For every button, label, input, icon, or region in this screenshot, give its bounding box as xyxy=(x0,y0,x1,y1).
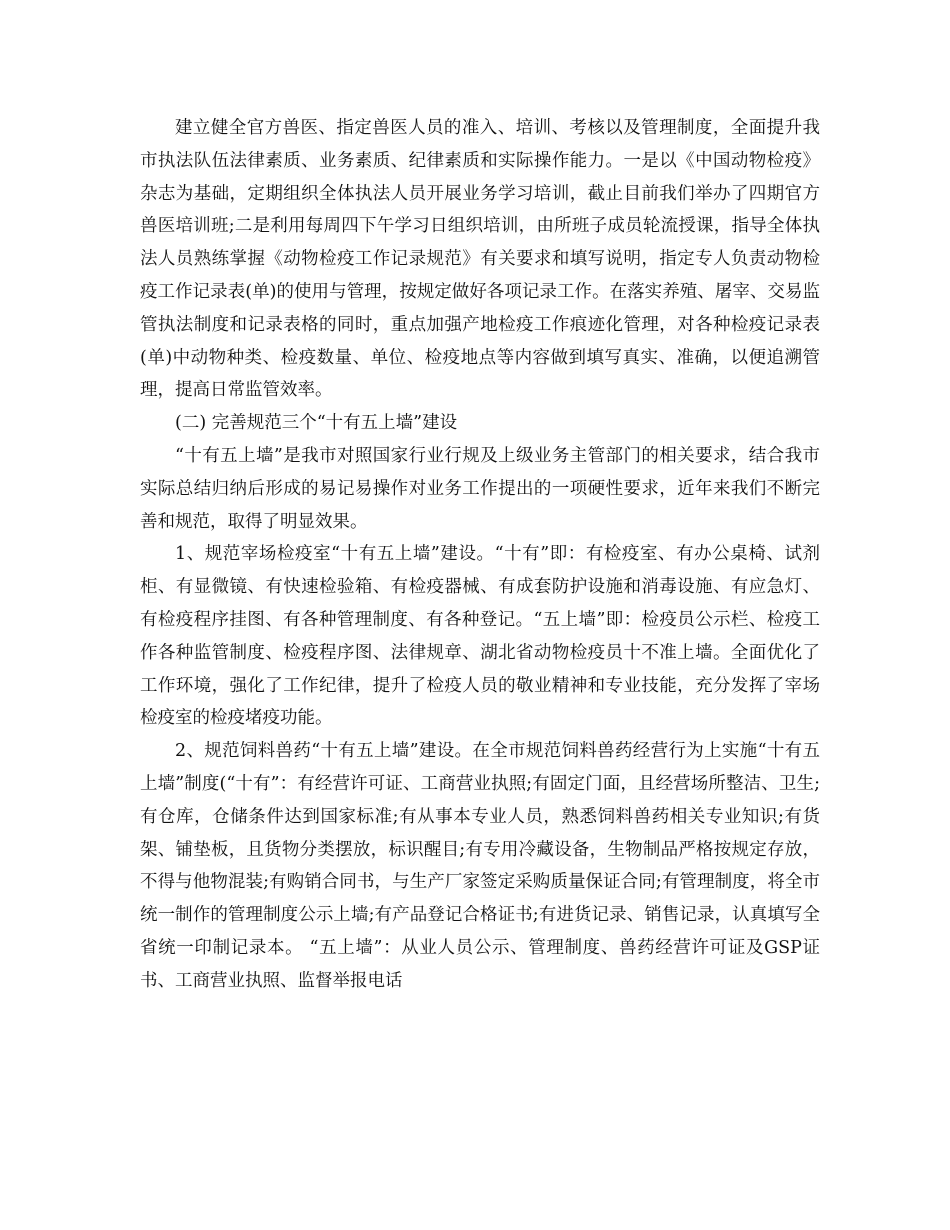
paragraph-training: 建立健全官方兽医、指定兽医人员的准入、培训、考核以及管理制度，全面提升我市执法队伍法律素质、业务素质、纪律素质和实际操作能力。一是以《中国动物检疫》杂志为基础，定期组织全体执法人员开展业务学习培训，截止目前我们举办了四期官方兽医培训班;二是利用每周四下午学习日组织培训，由所班子成员轮流授课，指导全体执法人员熟练掌握《动物检疫工作记录规范》有关要求和填写说明，指定专人负责动物检疫工作记录表(单)的使用与管理，按规定做好各项记录工作。在落实养殖、屠宰、交易监管执法制度和记录表格的同时，重点加强产地检疫工作痕迹化管理，对各种检疫记录表(单)中动物种类、检疫数量、单位、检疫地点等内容做到填写真实、准确，以便追溯管理，提高日常监管效率。 xyxy=(140,118,820,401)
paragraph-feed-veterinary: 2、规范饲料兽药“十有五上墙”建设。在全市规范饲料兽药经营行为上实施“十有五上墙”制度(“十有”：有经营许可证、工商营业执照;有固定门面，且经营场所整洁、卫生;有仓库，仓储条件达到国家标准;有从事本专业人员，熟悉饲料兽药相关专业知识;有货架、铺垫板，且货物分类摆放，标识醒目;有专用冷藏设备，生物制品严格按规定存放，不得与他物混装;有购销合同书，与生产厂家签定采购质量保证合同;有管理制度，将全市统一制作的管理制度公示上墙;有产品登记合格证书;有进货记录、销售记录，认真填写全省统一印制记录本。 “五上墙”：从业人员公示、管理制度、兽药经营许可证及GSP证书、工商营业执照、监督举报电话 xyxy=(140,741,820,991)
paragraph-intro: “十有五上墙”是我市对照国家行业行规及上级业务主管部门的相关要求，结合我市实际总结归纳后形成的易记易操作对业务工作提出的一项硬性要求，近年来我们不断完善和规范，取得了明显效果。 xyxy=(140,445,820,532)
section-heading: (二) 完善规范三个“十有五上墙”建设 xyxy=(175,413,458,434)
document-page xyxy=(140,112,820,998)
paragraph-slaughterhouse: 1、规范宰场检疫室“十有五上墙”建设。“十有”即：有检疫室、有办公桌椅、试剂柜、有显微镜、有快速检验箱、有检疫器械、有成套防护设施和消毒设施、有应急灯、有检疫程序挂图、有各种管理制度、有各种登记。“五上墙”即：检疫员公示栏、检疫工作各种监管制度、检疫程序图、法律规章、湖北省动物检疫员十不准上墙。全面优化了工作环境，强化了工作纪律，提升了检疫人员的敬业精神和专业技能，充分发挥了宰场检疫室的检疫堵疫功能。 xyxy=(140,544,820,729)
